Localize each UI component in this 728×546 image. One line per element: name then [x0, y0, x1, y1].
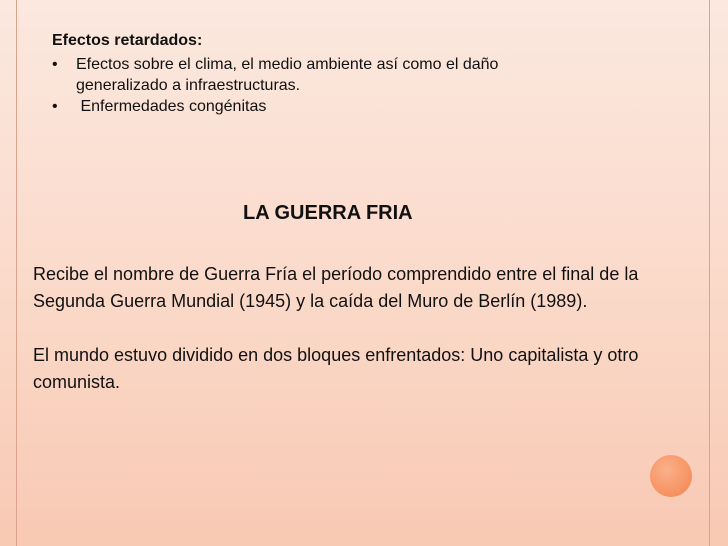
paragraph-2: El mundo estuvo dividido en dos bloques enfrentados: Uno capitalista y otro comunista. — [33, 345, 639, 392]
bullet-text: Enfermedades congénitas — [76, 98, 267, 115]
slide-title: LA GUERRA FRIA — [243, 202, 413, 224]
paragraph-1: Recibe el nombre de Guerra Fría el período comprendido entre el final de la Segunda Guerra Mundial (1945) y la caída del Muro de Berlín (1989). — [33, 264, 639, 311]
bullet-item — [52, 54, 572, 96]
bullet-marker: • — [52, 56, 58, 73]
bullet-item — [52, 96, 266, 117]
bullet-marker: • — [52, 98, 58, 115]
section-heading: Efectos retardados: — [52, 32, 203, 49]
bullet-text: Efectos sobre el clima, el medio ambiente así como el daño generalizado a infraestructuras. — [76, 56, 499, 94]
decorative-circle — [650, 455, 692, 497]
